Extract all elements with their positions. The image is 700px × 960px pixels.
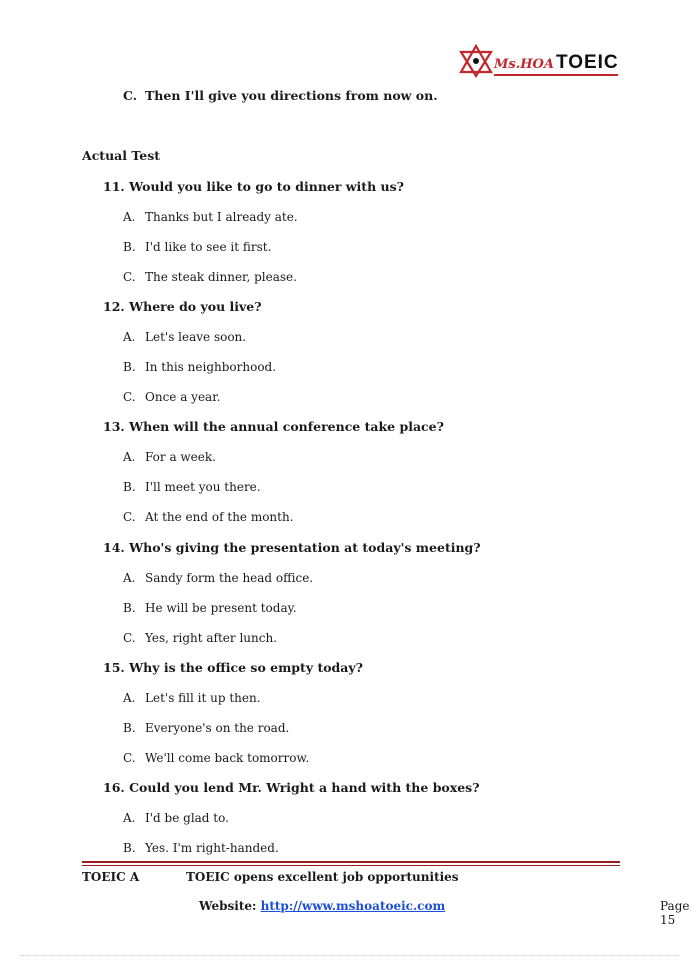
- option-letter: C.: [123, 88, 138, 103]
- leadin-option: [123, 88, 438, 103]
- answer-option: [123, 599, 643, 617]
- page-edge: [20, 955, 680, 956]
- question-block: [103, 178, 643, 286]
- answer-option: [123, 719, 643, 737]
- question-text: 13. When will the annual conference take place?: [103, 419, 444, 434]
- option-letter: C.: [123, 390, 136, 404]
- answer-option: [123, 809, 643, 827]
- question-text: 12. Where do you live?: [103, 299, 262, 314]
- option-letter: A.: [123, 210, 136, 224]
- option-text: The steak dinner, please.: [145, 270, 297, 284]
- option-text: I'd be glad to.: [145, 811, 229, 825]
- option-text: He will be present today.: [145, 601, 297, 615]
- question-text: 14. Who's giving the presentation at today's meeting?: [103, 540, 481, 555]
- website-link[interactable]: http://www.mshoatoeic.com: [260, 899, 446, 913]
- option-letter: B.: [123, 360, 136, 374]
- option-text: For a week.: [145, 450, 216, 464]
- option-text: Yes, right after lunch.: [145, 631, 278, 645]
- option-letter: B.: [123, 480, 136, 494]
- logo-ms: Ms.HOA: [494, 57, 554, 72]
- option-text: Let's leave soon.: [145, 330, 247, 344]
- logo-star-icon: [458, 44, 494, 78]
- option-letter: C.: [123, 510, 136, 524]
- question-block: [103, 418, 643, 526]
- answer-option: [123, 569, 643, 587]
- page-number: Page 15: [660, 899, 690, 927]
- website-label: Website:: [199, 899, 261, 913]
- option-letter: B.: [123, 841, 136, 855]
- option-letter: B.: [123, 721, 136, 735]
- answer-option: [123, 629, 643, 647]
- answer-option: [123, 388, 643, 406]
- option-letter: C.: [123, 270, 136, 284]
- option-letter: A.: [123, 330, 136, 344]
- question-block: [103, 298, 643, 406]
- question-text: 16. Could you lend Mr. Wright a hand with the boxes?: [103, 780, 480, 795]
- answer-option: [123, 238, 643, 256]
- footer-tagline: TOEIC opens excellent job opportunities: [186, 870, 459, 884]
- question-block: [103, 659, 643, 767]
- option-letter: B.: [123, 240, 136, 254]
- answer-option: [123, 328, 643, 346]
- answer-option: [123, 268, 643, 286]
- section-title: Actual Test: [82, 148, 161, 163]
- option-letter: A.: [123, 450, 136, 464]
- footer-title: TOEIC A: [82, 870, 140, 884]
- question-text: 15. Why is the office so empty today?: [103, 660, 363, 675]
- option-text: Let's fill it up then.: [145, 691, 261, 705]
- answer-option: [123, 749, 643, 767]
- option-text: At the end of the month.: [145, 510, 294, 524]
- option-letter: A.: [123, 691, 136, 705]
- option-text: Yes. I'm right-handed.: [145, 841, 279, 855]
- option-text: Everyone's on the road.: [145, 721, 290, 735]
- answer-option: [123, 508, 643, 526]
- answer-option: [123, 839, 643, 857]
- question-block: [103, 779, 643, 857]
- option-text: I'll meet you there.: [145, 480, 261, 494]
- option-text: Then I'll give you directions from now on.: [145, 88, 438, 103]
- question-block: [103, 539, 643, 647]
- option-letter: A.: [123, 811, 136, 825]
- option-text: Thanks but I already ate.: [145, 210, 298, 224]
- answer-option: [123, 478, 643, 496]
- logo-toeic: TOEIC: [555, 52, 619, 73]
- question-text: 11. Would you like to go to dinner with us?: [103, 179, 404, 194]
- option-letter: B.: [123, 601, 136, 615]
- option-text: Once a year.: [145, 390, 221, 404]
- footer-rule: [82, 861, 620, 863]
- option-text: In this neighborhood.: [145, 360, 277, 374]
- answer-option: [123, 448, 643, 466]
- footer-rule-thin: [82, 865, 620, 866]
- option-text: I'd like to see it first.: [145, 240, 272, 254]
- answer-option: [123, 358, 643, 376]
- option-text: Sandy form the head office.: [145, 571, 314, 585]
- option-letter: C.: [123, 631, 136, 645]
- option-letter: C.: [123, 751, 136, 765]
- option-text: We'll come back tomorrow.: [145, 751, 310, 765]
- logo: [458, 44, 620, 80]
- answer-option: [123, 208, 643, 226]
- answer-option: [123, 689, 643, 707]
- option-letter: A.: [123, 571, 136, 585]
- footer-website: [199, 899, 445, 913]
